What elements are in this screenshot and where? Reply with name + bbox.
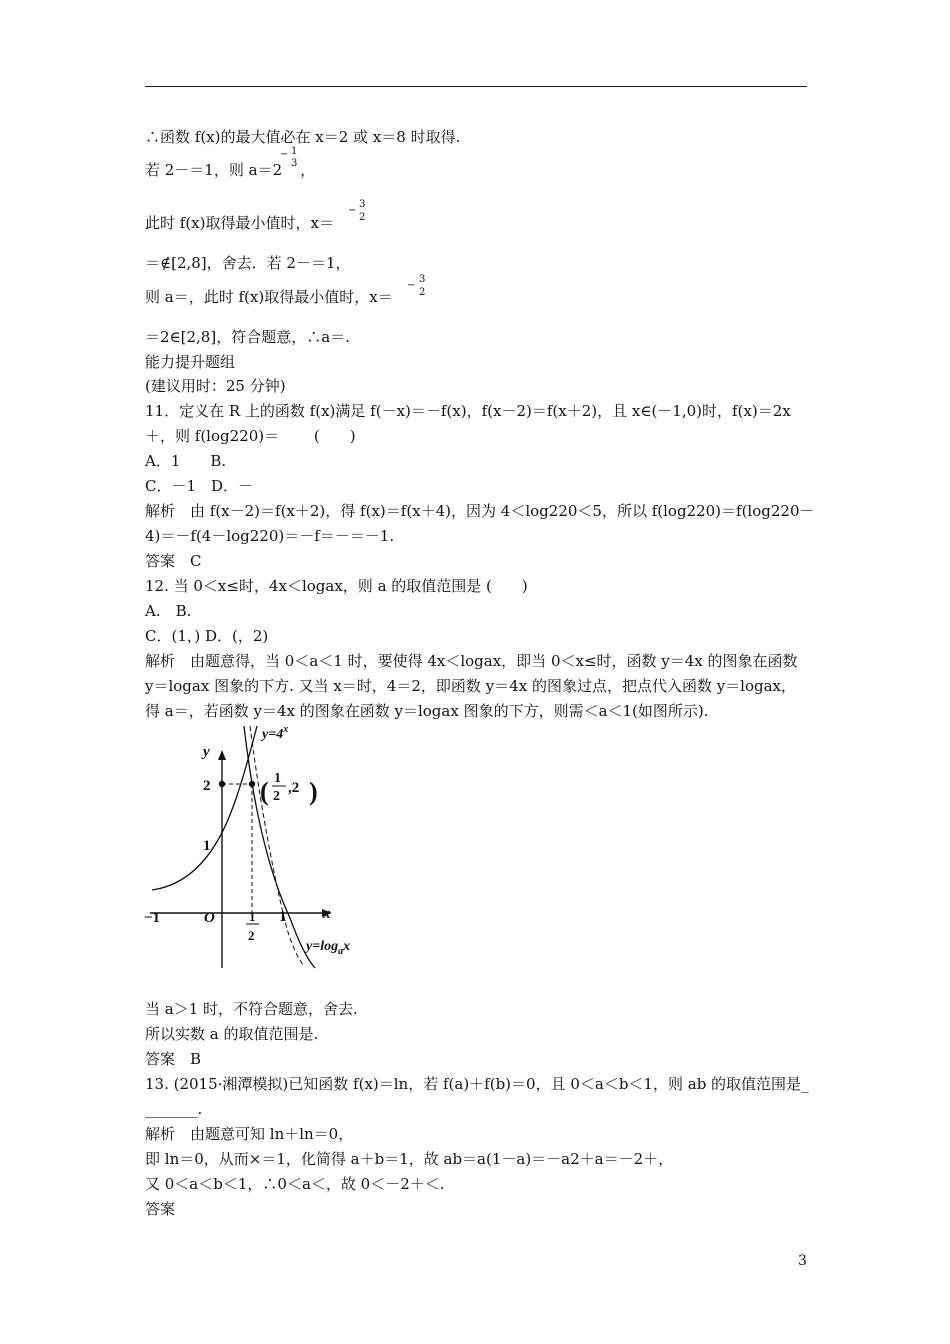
point-label-lparen: ( bbox=[260, 777, 269, 806]
label-y4x: $y=4^x$ bbox=[262, 724, 289, 742]
answer-line: 答案 C bbox=[145, 552, 202, 570]
text-line: ＝2∈[2,8]，符合题意，∴a＝. bbox=[145, 328, 350, 346]
text-line: 4)＝－f(4－log220)＝－f＝－＝－1. bbox=[145, 527, 395, 545]
text-line: ∴函数 f(x)的最大值必在 x＝2 或 x＝8 时取得. bbox=[145, 128, 461, 146]
exponent-denominator: 2 bbox=[359, 212, 366, 223]
point-y2 bbox=[219, 781, 225, 787]
exponent-numerator: 3 bbox=[419, 274, 426, 285]
text-line: 即 ln＝0，从而×＝1，化简得 a＋b＝1，故 ab＝a(1－a)＝－a2＋a＝－2＋， bbox=[145, 1150, 674, 1168]
exponent-numerator: 3 bbox=[359, 199, 366, 210]
answer-line: 答案 B bbox=[145, 1050, 202, 1068]
tick-half-num: 1 bbox=[249, 909, 256, 924]
option-line: A. B. bbox=[145, 602, 192, 620]
exponent-denominator: 2 bbox=[419, 287, 426, 298]
header-rule bbox=[145, 86, 807, 87]
text-line: (建议用时：25 分钟) bbox=[145, 377, 286, 395]
option-line: A．1 B. bbox=[145, 452, 227, 470]
text-line: ＝∉[2,8]，舍去．若 2－＝1， bbox=[145, 254, 351, 272]
point-label-y: ,2 bbox=[288, 780, 300, 796]
tick-x-minus-1: −1 bbox=[144, 910, 161, 926]
page-number: 3 bbox=[798, 1253, 807, 1269]
section-heading: 能力提升题组 bbox=[145, 353, 236, 371]
text-line: 则 a＝，此时 f(x)取得最小值时，x＝ bbox=[145, 288, 393, 306]
exponent: − bbox=[407, 280, 416, 291]
text-line: 又 0＜a＜b＜1，∴0＜a＜，故 0＜－2＋＜. bbox=[145, 1175, 445, 1193]
tick-y-2: 2 bbox=[203, 778, 211, 794]
analysis-line: 解析 由题意得，当 0＜a＜1 时，要使得 4x＜logax，即当 0＜x≤时，函数 y＝4x 的图象在函数 bbox=[145, 652, 798, 670]
question-13: 13. (2015·湘潭模拟)已知函数 f(x)＝ln，若 f(a)＋f(b)＝0，且 0＜a＜b＜1，则 ab 的取值范围是_ bbox=[145, 1075, 809, 1093]
point-label-rparen: ) bbox=[309, 777, 318, 806]
answer-line: 答案 bbox=[145, 1200, 176, 1218]
question-12: 12. 当 0＜x≤时，4x＜logax，则 a 的取值范围是 ( ) bbox=[145, 577, 528, 595]
question-11: 11．定义在 R 上的函数 f(x)满足 f(－x)＝－f(x)，f(x－2)＝f(x＋2)，且 x∈(－1,0)时，f(x)＝2x bbox=[145, 402, 791, 420]
option-line: C．－1 D．－ bbox=[145, 477, 254, 495]
function-graph-figure bbox=[140, 718, 380, 978]
text-line: 若 2－＝1，则 a＝2 ， bbox=[145, 161, 316, 179]
tick-x-1: 1 bbox=[279, 909, 287, 925]
text-line: y＝logax 图象的下方. 又当 x＝时，4＝2，即函数 y＝4x 的图象过点，把点代入函数 y＝logax， bbox=[145, 677, 797, 695]
exponent-denominator: 3 bbox=[291, 158, 298, 169]
label-logax: $y=\log_ax$ bbox=[306, 939, 351, 957]
exponent: − bbox=[348, 205, 357, 216]
text-line: 此时 f(x)取得最小值时，x＝ bbox=[145, 214, 334, 232]
point-label-den: 2 bbox=[273, 789, 280, 804]
exponent: − bbox=[280, 149, 289, 160]
text-line: 当 a＞1 时，不符合题意，舍去. bbox=[145, 1000, 358, 1018]
analysis-line: 解析 由题意可知 ln＋ln＝0， bbox=[145, 1125, 354, 1143]
analysis-line: 解析 由 f(x－2)＝f(x＋2)，得 f(x)＝f(x＋4)，因为 4＜log220＜5，所以 f(log220)＝f(log220－ bbox=[145, 502, 815, 520]
tick-half-den: 2 bbox=[248, 928, 255, 943]
option-line: C．(1，) D．(，2) bbox=[145, 627, 269, 645]
point-label-num: 1 bbox=[274, 771, 281, 786]
curve-log-dashed bbox=[250, 726, 304, 966]
y-axis-label: y bbox=[203, 744, 210, 760]
origin-label: O bbox=[204, 910, 215, 926]
y-axis-arrow bbox=[218, 750, 226, 760]
text-line: 所以实数 a 的取值范围是. bbox=[145, 1025, 319, 1043]
exponent-numerator: 1 bbox=[291, 146, 298, 157]
point-half-2 bbox=[249, 781, 255, 787]
text-line: 得 a＝，若函数 y＝4x 的图象在函数 y＝logax 图象的下方，则需＜a＜1(如图所示). bbox=[145, 702, 709, 720]
x-axis-label: x bbox=[323, 906, 331, 922]
text-line: ＋，则 f(log220)＝ ( ) bbox=[145, 427, 356, 445]
tick-y-1: 1 bbox=[203, 838, 211, 854]
text-line: _______. bbox=[145, 1100, 203, 1118]
